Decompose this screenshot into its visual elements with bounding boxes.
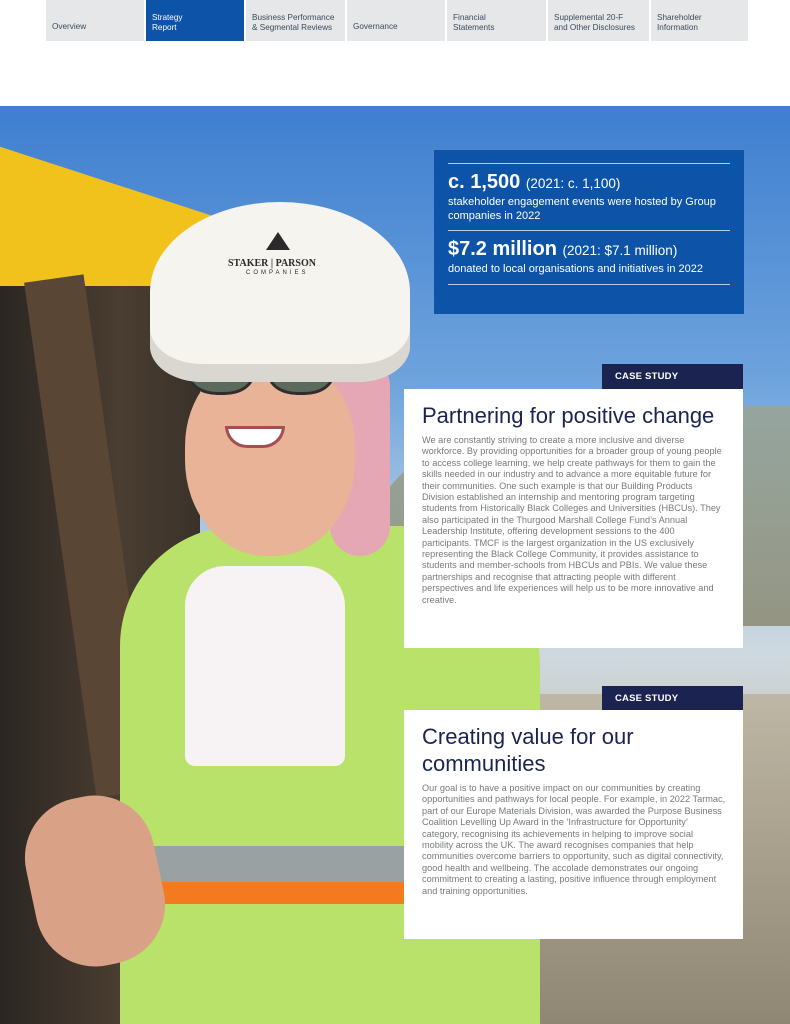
case-study-partnering [404,389,743,648]
stat-comparison: (2021: c. 1,100) [525,176,621,191]
case-study-tag: CASE STUDY [602,686,743,711]
stat-description: stakeholder engagement events were hosted by Group companies in 2022 [448,196,716,222]
stat-description: donated to local organisations and initiatives in 2022 [448,263,704,275]
tab-governance[interactable]: Governance [347,0,445,41]
stat-donations [448,231,730,284]
case-study-creating-value [404,710,743,939]
photo-shirt [185,566,345,766]
tab-business-performance[interactable]: Business Performance & Segmental Reviews [246,0,345,41]
hat-logo-triangle-icon [266,232,290,250]
stat-engagement-events [448,164,730,230]
tab-financial-statements[interactable]: Financial Statements [447,0,546,41]
tab-overview[interactable]: Overview [46,0,144,41]
tab-supplemental-20f[interactable]: Supplemental 20-F and Other Disclosures [548,0,649,41]
tab-shareholder-information[interactable]: Shareholder Information [651,0,748,41]
case-study-body: Our goal is to have a positive impact on our communities by creating opportunities and pathways for local people. For example, in 2022 Tarmac, part of our Europe Materials Division, was awarded the Purpose Business Coalition Levelling Up Award in the ‘Infrastructure for Opportunity’ category, recognising its achievements in helping to improve social mobility across the UK. The award recognises companies that help communities overcome barriers to opportunity, such as digital connectivity, good health and wellbeing. The accolade demonstrates our ongoing commitment to creating a lasting, positive influence through employment and training opportunities. [422,783,726,896]
hat-logo-text: STAKER | PARSON [228,258,316,269]
stat-value: $7.2 million [448,238,557,260]
tab-strategy-report[interactable]: Strategy Report [146,0,244,41]
case-study-title: Partnering for positive change [422,403,715,428]
case-study-tag: CASE STUDY [602,364,743,389]
stat-comparison: (2021: $7.1 million) [562,243,678,258]
hat-logo-subtext: COMPANIES [246,270,309,276]
section-nav [46,0,744,41]
photo-hard-hat [150,202,410,382]
stat-value: c. 1,500 [448,171,521,193]
case-study-title: Creating value for our communities [422,724,634,776]
case-study-body: We are constantly striving to create a more inclusive and diverse workforce. By providing opportunities for a broader group of young people to access college learning, we help create pathways for them to gain the skills needed in our industry and to advance a more equitable future for their communities. One such example is that our Building Products Division established an internship and mentoring program targeting students from Historically Black Colleges and Universities (HBCUs). They also participated in the Thurgood Marshall College Fund’s Annual Leadership Institute, offering development sessions to the 400 participants. TMCF is the largest organization in the US exclusively representing the Black College Community, it provides assistance to students and member-schools from HBCUs and PBIs. We value these partnerships and recognise that attracting people with different perspectives and life experiences will help us to be more innovative and creative. [422,435,722,605]
stats-box [434,150,744,314]
stats-divider [448,284,730,285]
